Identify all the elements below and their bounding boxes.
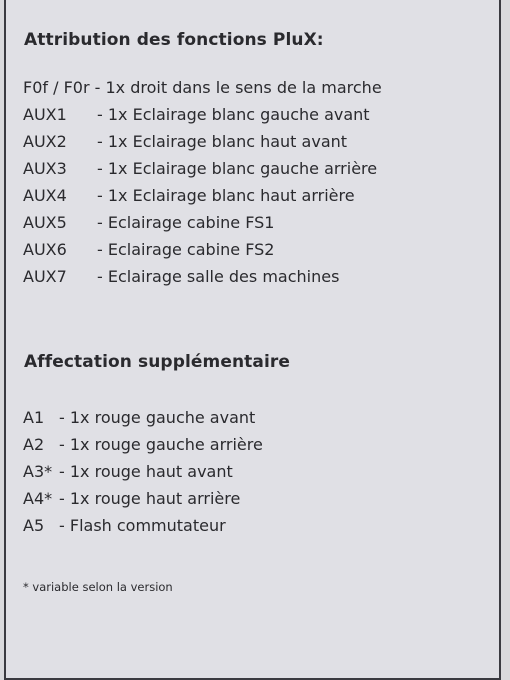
function-code: AUX3: [23, 159, 67, 178]
function-code: A2: [23, 435, 45, 454]
function-row-aux5: [23, 210, 274, 236]
function-desc: - 1x Eclairage blanc gauche arrière: [97, 159, 378, 178]
function-desc: - Eclairage cabine FS2: [97, 240, 275, 259]
function-row-a2: [23, 432, 263, 458]
function-desc: - 1x rouge gauche arrière: [59, 435, 263, 454]
function-desc: - 1x rouge haut avant: [59, 462, 233, 481]
function-code: AUX5: [23, 213, 67, 232]
function-code: AUX1: [23, 105, 67, 124]
section-title-additional: Affectation supplémentaire: [24, 352, 291, 372]
footnote: * variable selon la version: [23, 580, 173, 594]
function-code: A1: [23, 408, 45, 427]
function-code: AUX7: [23, 267, 67, 286]
function-row-a4: [23, 486, 240, 512]
function-row-f0: [23, 75, 382, 101]
function-code: A4*: [23, 489, 53, 508]
function-row-a5: [23, 513, 226, 539]
function-row-aux4: [23, 183, 355, 209]
function-code: A3*: [23, 462, 53, 481]
function-desc: - Eclairage cabine FS1: [97, 213, 275, 232]
function-row-a3: [23, 459, 233, 485]
function-row-aux3: [23, 156, 377, 182]
function-desc: - 1x rouge haut arrière: [59, 489, 241, 508]
function-code: A5: [23, 516, 45, 535]
function-code: AUX2: [23, 132, 67, 151]
function-row-text: F0f / F0r - 1x droit dans le sens de la marche: [23, 78, 382, 97]
function-row-aux1: [23, 102, 370, 128]
function-row-a1: [23, 405, 255, 431]
function-desc: - Flash commutateur: [59, 516, 226, 535]
function-desc: - 1x rouge gauche avant: [59, 408, 256, 427]
function-desc: - 1x Eclairage blanc gauche avant: [97, 105, 370, 124]
function-desc: - 1x Eclairage blanc haut arrière: [97, 186, 355, 205]
function-row-aux7: [23, 264, 339, 290]
function-code: AUX6: [23, 240, 67, 259]
function-assignment-panel: [4, 0, 501, 680]
function-desc: - Eclairage salle des machines: [97, 267, 340, 286]
function-row-aux6: [23, 237, 274, 263]
section-title-plux: Attribution des fonctions PluX:: [24, 30, 324, 50]
function-code: AUX4: [23, 186, 67, 205]
function-desc: - 1x Eclairage blanc haut avant: [97, 132, 348, 151]
function-row-aux2: [23, 129, 347, 155]
